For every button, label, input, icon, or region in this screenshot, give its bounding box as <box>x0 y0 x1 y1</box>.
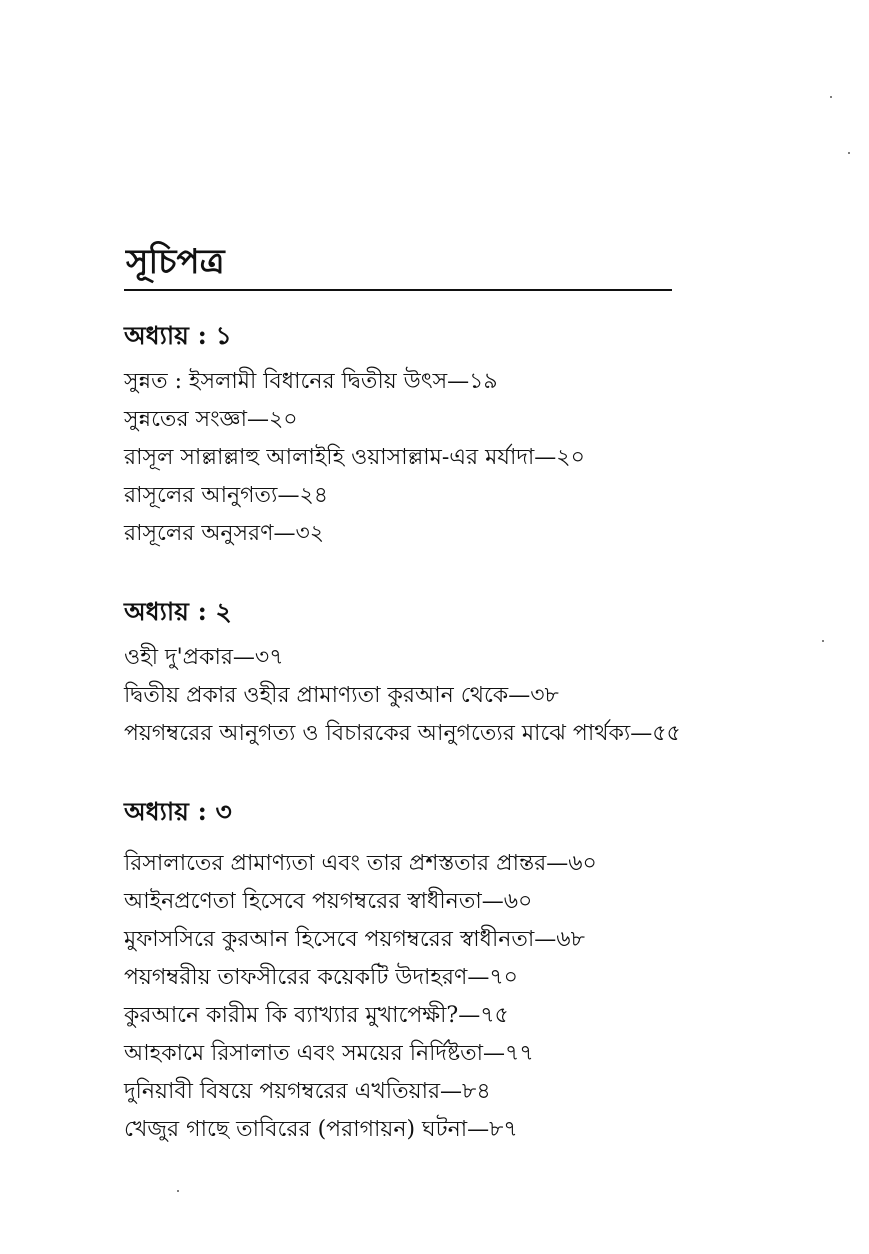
chapter-heading: অধ্যায় : ২ <box>124 597 232 626</box>
toc-entry: আইনপ্রণেতা হিসেবে পয়গম্বরের স্বাধীনতা—৬০ <box>124 889 533 914</box>
toc-entry: সুন্নতের সংজ্ঞা—২০ <box>124 407 298 432</box>
toc-entry: রাসূলের আনুগত্য—২৪ <box>124 483 329 508</box>
toc-title: সূচিপত্র <box>126 242 225 282</box>
toc-entry: পয়গম্বরীয় তাফসীরের কয়েকটি উদাহরণ—৭০ <box>124 965 518 990</box>
toc-entry: কুরআনে কারীম কি ব্যাখ্যার মুখাপেক্ষী?—৭৫ <box>124 1003 509 1028</box>
toc-entry: সুন্নত : ইসলামী বিধানের দ্বিতীয় উৎস—১৯ <box>124 369 498 394</box>
toc-entry: দ্বিতীয় প্রকার ওহীর প্রামাণ্যতা কুরআন থেকে—৩৮ <box>124 683 559 708</box>
table-of-contents <box>124 238 774 1149</box>
chapter-3 <box>124 793 774 1149</box>
print-speck <box>848 152 850 154</box>
toc-entry: ওহী দু'প্রকার—৩৭ <box>124 645 284 670</box>
chapter-heading: অধ্যায় : ৩ <box>124 797 232 826</box>
print-speck <box>830 96 832 98</box>
title-underline <box>124 289 672 291</box>
print-speck <box>822 640 824 642</box>
chapter-1 <box>124 317 774 553</box>
toc-entry: পয়গম্বরের আনুগত্য ও বিচারকের আনুগত্যের মাঝে পার্থক্য—৫৫ <box>124 721 681 746</box>
toc-entry: রিসালাতের প্রামাণ্যতা এবং তার প্রশস্ততার প্রান্তর—৬০ <box>124 851 597 876</box>
chapter-2 <box>124 593 774 753</box>
chapter-heading: অধ্যায় : ১ <box>124 321 232 350</box>
toc-entry: রাসূলের অনুসরণ—৩২ <box>124 521 325 546</box>
toc-entry: মুফাসসিরে কুরআন হিসেবে পয়গম্বরের স্বাধীনতা—৬৮ <box>124 927 585 952</box>
toc-entry: দুনিয়াবী বিষয়ে পয়গম্বরের এখতিয়ার—৮৪ <box>124 1079 491 1104</box>
toc-entry: রাসূল সাল্লাল্লাহু আলাইহি ওয়াসাল্লাম-এর মর্যাদা—২০ <box>124 445 585 470</box>
print-speck <box>177 1190 179 1192</box>
toc-entry: আহকামে রিসালাত এবং সময়ের নির্দিষ্টতা—৭৭ <box>124 1041 534 1066</box>
toc-entry: খেজুর গাছে তাবিরের (পরাগায়ন) ঘটনা—৮৭ <box>124 1117 518 1142</box>
